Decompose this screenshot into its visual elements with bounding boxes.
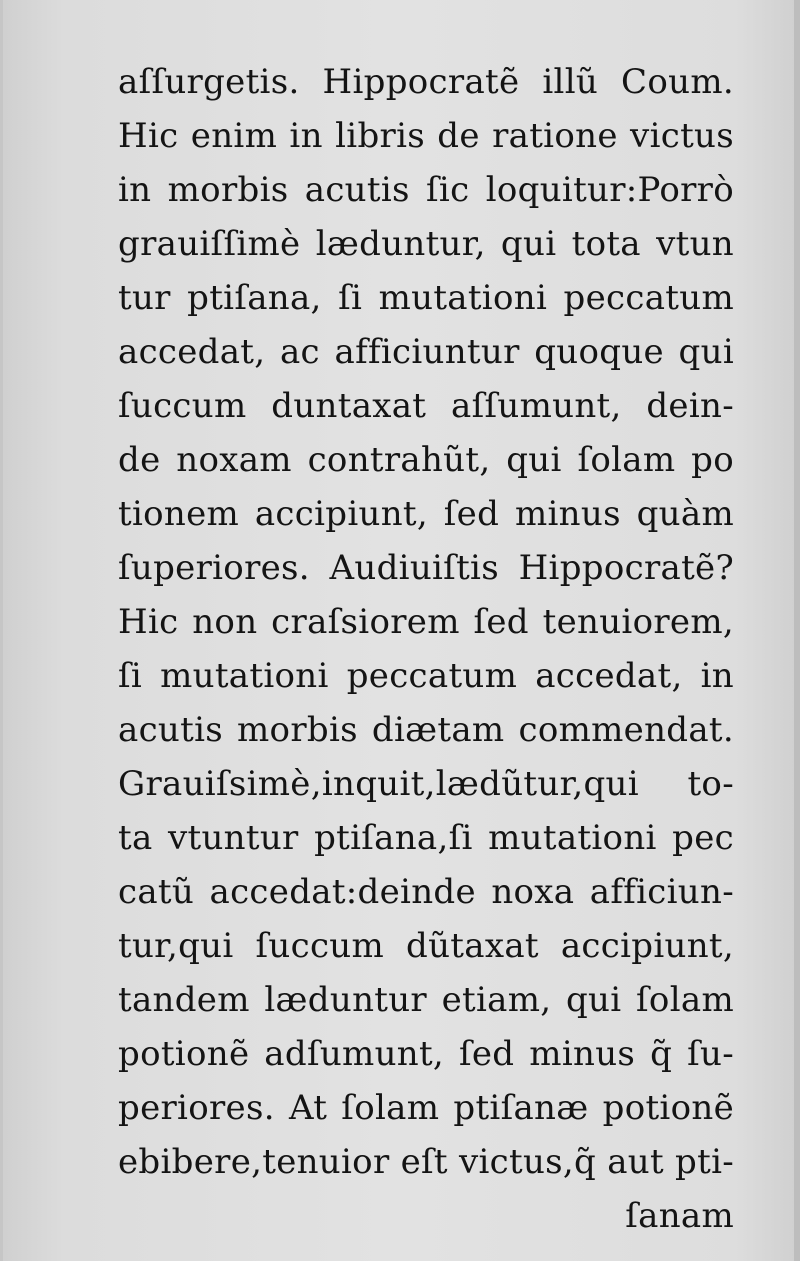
text-line: in morbis acutis ſic loquitur:Porrò — [118, 170, 734, 210]
text-line: ſuperiores. Audiuiſtis Hippocratẽ? — [118, 548, 734, 588]
text-line: periores. At ſolam ptiſanæ potionẽ — [118, 1088, 734, 1128]
text-line: grauiſſimè læduntur, qui tota vtun — [118, 224, 734, 264]
text-line: ebibere,tenuior eſt victus,q̃ aut pti- — [118, 1142, 734, 1182]
page-left-edge — [0, 0, 3, 1261]
text-block — [118, 55, 734, 1236]
text-line: de noxam contrahũt, qui ſolam po — [118, 440, 734, 480]
text-line: tur,qui ſuccum dũtaxat accipiunt, — [118, 926, 734, 966]
text-line: ſuccum duntaxat aſſumunt, dein- — [118, 386, 734, 426]
catchword: ſanam — [625, 1196, 734, 1236]
text-line: potionẽ adſumunt, ſed minus q̃ ſu- — [118, 1034, 734, 1074]
page-right-edge — [794, 0, 800, 1261]
text-line: Grauiſsimè,inquit,lædũtur,qui to- — [118, 764, 734, 804]
text-line: accedat, ac afficiuntur quoque qui — [118, 332, 734, 372]
text-line: tionem accipiunt, ſed minus quàm — [118, 494, 734, 534]
text-line: ta vtuntur ptiſana,ſi mutationi pec — [118, 818, 734, 858]
text-line: Hic enim in libris de ratione victus — [118, 116, 734, 156]
text-line: tur ptiſana, ſi mutationi peccatum — [118, 278, 734, 318]
text-line: catũ accedat:deinde noxa afficiun- — [118, 872, 734, 912]
text-line: ſi mutationi peccatum accedat, in — [118, 656, 734, 696]
text-line: Hic non craſsiorem ſed tenuiorem, — [118, 602, 734, 642]
text-line: tandem læduntur etiam, qui ſolam — [118, 980, 734, 1020]
text-line: acutis morbis diætam commendat. — [118, 710, 734, 750]
text-line: aſſurgetis. Hippocratẽ illũ Coum. — [118, 62, 734, 102]
